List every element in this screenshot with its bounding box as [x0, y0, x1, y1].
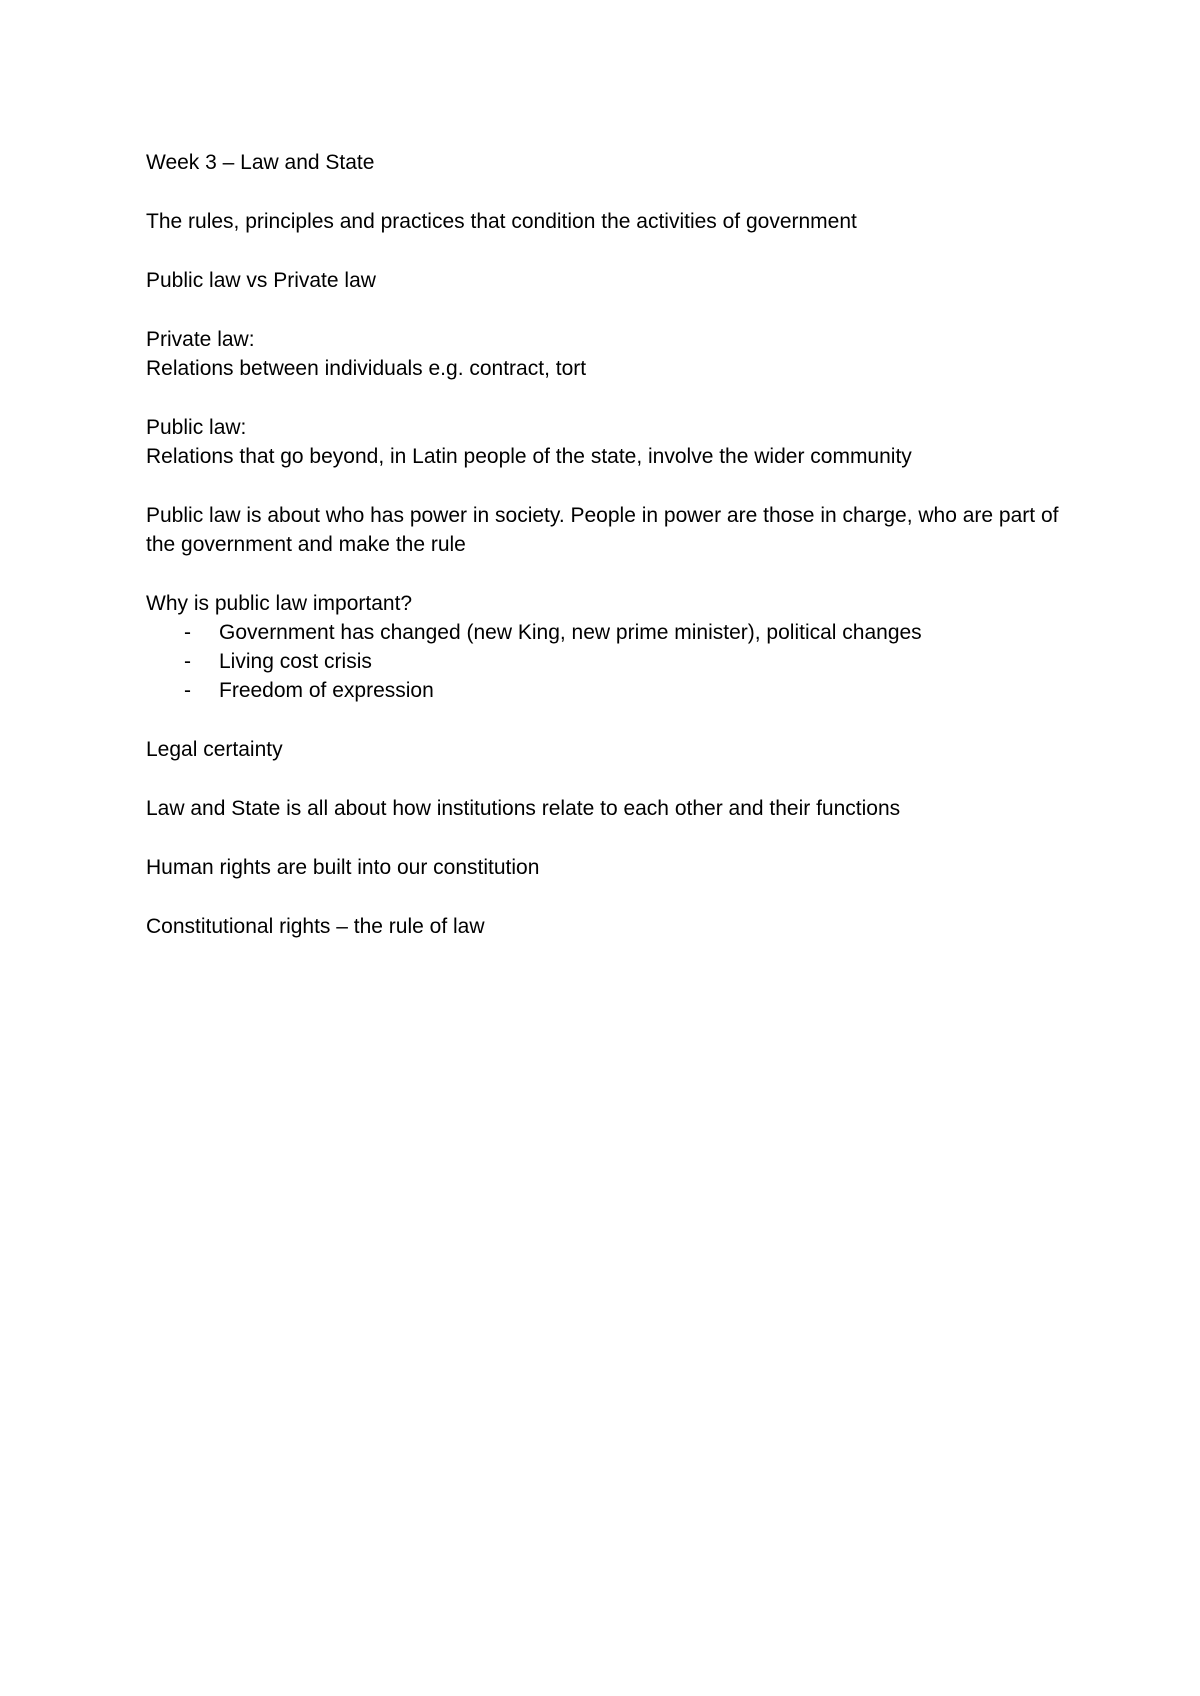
importance-question: Why is public law important?	[146, 592, 413, 615]
public-law-section	[146, 413, 1066, 471]
bullet-dash: -	[184, 650, 191, 673]
title-text: Week 3 – Law and State	[146, 151, 375, 174]
bullet-dash: -	[184, 679, 191, 702]
list-item-text: Freedom of expression	[219, 679, 434, 702]
list-item-text: Government has changed (new King, new prime minister), political changes	[219, 621, 922, 644]
list-item	[146, 676, 1066, 705]
bullet-dash: -	[184, 621, 191, 644]
public-law-heading: Public law:	[146, 416, 247, 439]
power-paragraph	[146, 501, 1066, 559]
list-item	[146, 618, 1066, 647]
document-body	[146, 148, 1066, 971]
constitutional-rights-paragraph	[146, 912, 1066, 941]
human-rights-paragraph	[146, 853, 1066, 882]
definition-paragraph	[146, 207, 1066, 236]
power-text: Public law is about who has power in society. People in power are those in charge, who are part of the government and make the rule	[146, 504, 1059, 556]
constitutional-rights-text: Constitutional rights – the rule of law	[146, 915, 485, 938]
public-law-text: Relations that go beyond, in Latin people of the state, involve the wider community	[146, 445, 912, 468]
comparison-paragraph	[146, 266, 1066, 295]
document-title	[146, 148, 1066, 177]
definition-text: The rules, principles and practices that condition the activities of government	[146, 210, 857, 233]
comparison-text: Public law vs Private law	[146, 269, 376, 292]
importance-list	[146, 618, 1066, 705]
list-item	[146, 647, 1066, 676]
private-law-section	[146, 325, 1066, 383]
legal-certainty-text: Legal certainty	[146, 738, 283, 761]
list-item-text: Living cost crisis	[219, 650, 372, 673]
private-law-text: Relations between individuals e.g. contract, tort	[146, 357, 587, 380]
institutions-text: Law and State is all about how institutions relate to each other and their functions	[146, 797, 901, 820]
institutions-paragraph	[146, 794, 1066, 823]
importance-section	[146, 589, 1066, 705]
legal-certainty-paragraph	[146, 735, 1066, 764]
private-law-heading: Private law:	[146, 328, 255, 351]
human-rights-text: Human rights are built into our constitution	[146, 856, 540, 879]
